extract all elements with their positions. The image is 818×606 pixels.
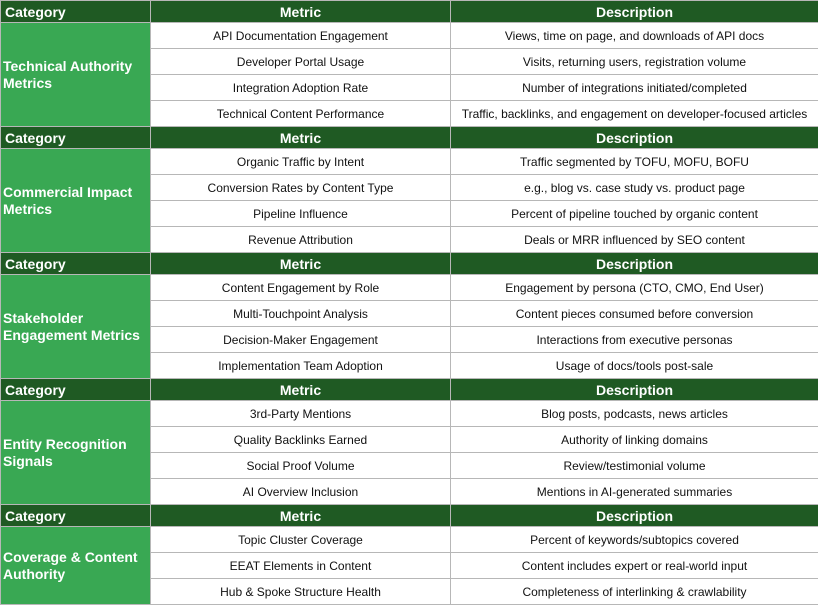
metric-cell[interactable]: Revenue Attribution xyxy=(151,227,451,253)
metric-cell[interactable]: Decision-Maker Engagement xyxy=(151,327,451,353)
description-cell[interactable]: Percent of pipeline touched by organic content xyxy=(451,201,818,227)
description-cell[interactable]: Mentions in AI-generated summaries xyxy=(451,479,818,505)
description-cell[interactable]: Deals or MRR influenced by SEO content xyxy=(451,227,818,253)
metric-cell[interactable]: Conversion Rates by Content Type xyxy=(151,175,451,201)
table-row xyxy=(1,527,818,553)
metric-cell[interactable]: API Documentation Engagement xyxy=(151,23,451,49)
section-header-row xyxy=(1,127,818,149)
metric-cell[interactable]: EEAT Elements in Content xyxy=(151,553,451,579)
category-cell[interactable]: Entity Recognition Signals xyxy=(1,401,151,505)
category-header[interactable]: Category xyxy=(1,505,151,527)
metric-cell[interactable]: Pipeline Influence xyxy=(151,201,451,227)
metric-cell[interactable]: Organic Traffic by Intent xyxy=(151,149,451,175)
section-header-row xyxy=(1,1,818,23)
metric-cell[interactable]: Developer Portal Usage xyxy=(151,49,451,75)
description-cell[interactable]: Content pieces consumed before conversion xyxy=(451,301,818,327)
table-row xyxy=(1,401,818,427)
description-cell[interactable]: Blog posts, podcasts, news articles xyxy=(451,401,818,427)
metric-cell[interactable]: Integration Adoption Rate xyxy=(151,75,451,101)
table-row xyxy=(1,275,818,301)
metric-header[interactable]: Metric xyxy=(151,253,451,275)
metric-cell[interactable]: Implementation Team Adoption xyxy=(151,353,451,379)
description-cell[interactable]: Traffic segmented by TOFU, MOFU, BOFU xyxy=(451,149,818,175)
metric-header[interactable]: Metric xyxy=(151,1,451,23)
category-header[interactable]: Category xyxy=(1,379,151,401)
metric-cell[interactable]: Social Proof Volume xyxy=(151,453,451,479)
section-header-row xyxy=(1,379,818,401)
description-cell[interactable]: Review/testimonial volume xyxy=(451,453,818,479)
metric-cell[interactable]: Content Engagement by Role xyxy=(151,275,451,301)
metric-cell[interactable]: 3rd-Party Mentions xyxy=(151,401,451,427)
description-cell[interactable]: Content includes expert or real-world input xyxy=(451,553,818,579)
description-cell[interactable]: Authority of linking domains xyxy=(451,427,818,453)
category-cell[interactable]: Coverage & Content Authority xyxy=(1,527,151,605)
description-header[interactable]: Description xyxy=(451,379,818,401)
description-header[interactable]: Description xyxy=(451,253,818,275)
metric-header[interactable]: Metric xyxy=(151,505,451,527)
metric-cell[interactable]: Topic Cluster Coverage xyxy=(151,527,451,553)
description-cell[interactable]: Percent of keywords/subtopics covered xyxy=(451,527,818,553)
metric-header[interactable]: Metric xyxy=(151,127,451,149)
category-header[interactable]: Category xyxy=(1,127,151,149)
metric-cell[interactable]: Technical Content Performance xyxy=(151,101,451,127)
category-cell[interactable]: Stakeholder Engagement Metrics xyxy=(1,275,151,379)
metric-cell[interactable]: AI Overview Inclusion xyxy=(151,479,451,505)
category-cell[interactable]: Commercial Impact Metrics xyxy=(1,149,151,253)
category-cell[interactable]: Technical Authority Metrics xyxy=(1,23,151,127)
description-cell[interactable]: Traffic, backlinks, and engagement on developer-focused articles xyxy=(451,101,818,127)
section-header-row xyxy=(1,505,818,527)
description-cell[interactable]: Completeness of interlinking & crawlability xyxy=(451,579,818,605)
description-cell[interactable]: Interactions from executive personas xyxy=(451,327,818,353)
category-header[interactable]: Category xyxy=(1,253,151,275)
metric-cell[interactable]: Hub & Spoke Structure Health xyxy=(151,579,451,605)
description-header[interactable]: Description xyxy=(451,1,818,23)
description-header[interactable]: Description xyxy=(451,505,818,527)
metric-cell[interactable]: Quality Backlinks Earned xyxy=(151,427,451,453)
description-cell[interactable]: Engagement by persona (CTO, CMO, End User) xyxy=(451,275,818,301)
table-row xyxy=(1,23,818,49)
category-header[interactable]: Category xyxy=(1,1,151,23)
description-header[interactable]: Description xyxy=(451,127,818,149)
metric-header[interactable]: Metric xyxy=(151,379,451,401)
description-cell[interactable]: Views, time on page, and downloads of API docs xyxy=(451,23,818,49)
description-cell[interactable]: Number of integrations initiated/completed xyxy=(451,75,818,101)
metrics-table-body xyxy=(1,1,818,605)
metric-cell[interactable]: Multi-Touchpoint Analysis xyxy=(151,301,451,327)
section-header-row xyxy=(1,253,818,275)
description-cell[interactable]: Usage of docs/tools post-sale xyxy=(451,353,818,379)
description-cell[interactable]: e.g., blog vs. case study vs. product page xyxy=(451,175,818,201)
description-cell[interactable]: Visits, returning users, registration volume xyxy=(451,49,818,75)
table-row xyxy=(1,149,818,175)
